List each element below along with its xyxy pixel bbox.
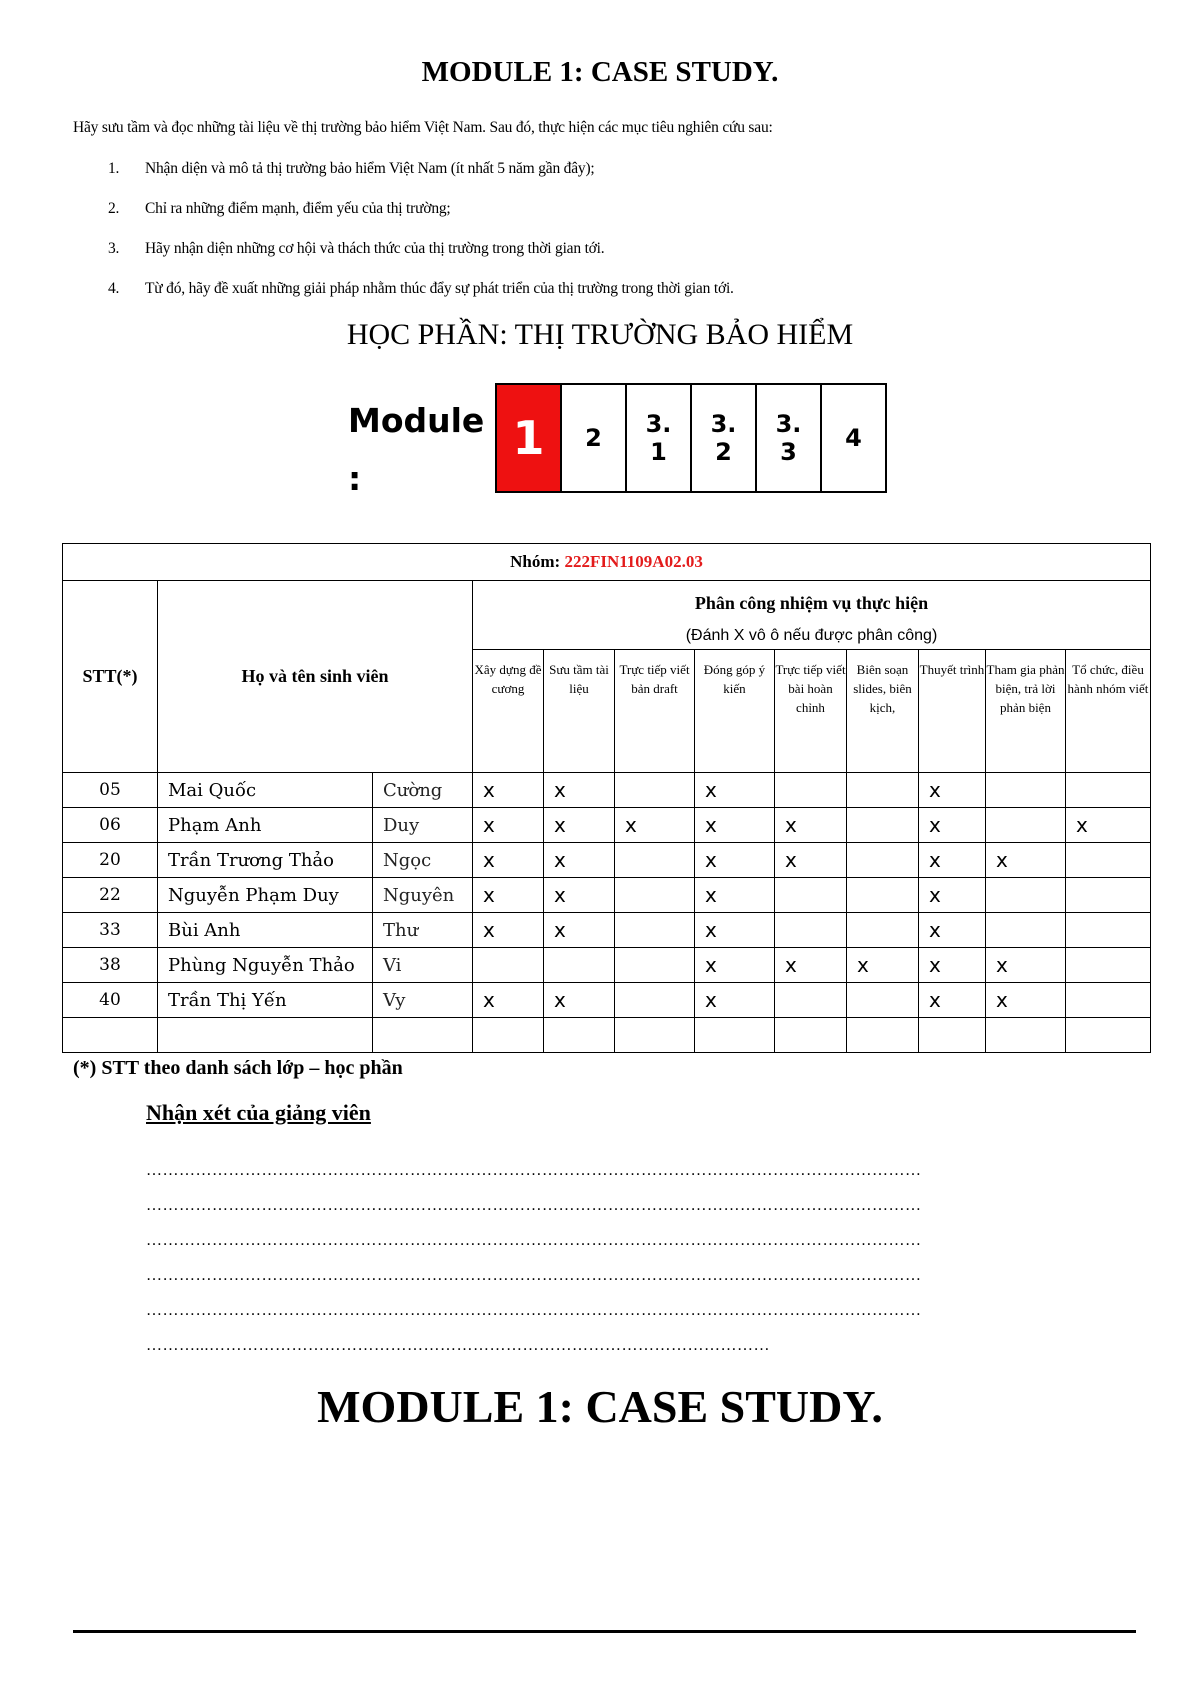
group-header [63, 544, 1151, 581]
task-cell [1066, 948, 1151, 983]
module-label-text: Module [348, 401, 485, 440]
table-row [63, 913, 1151, 948]
comment-line: …………………………………………………………………………………………………………………………… [146, 1232, 922, 1249]
name-cell: Phạm Anh [158, 808, 373, 843]
stt-cell: 33 [63, 913, 158, 948]
module-box-1: 1 [497, 385, 562, 491]
x-mark: x [705, 988, 717, 1012]
table-row [63, 773, 1151, 808]
list-text: Hãy nhận diện những cơ hội và thách thức của thị trường trong thời gian tới. [145, 240, 605, 257]
x-mark: x [785, 813, 797, 837]
task-cell [695, 1018, 775, 1053]
stt-cell: 22 [63, 878, 158, 913]
task-cell [1066, 983, 1151, 1018]
task-cell [847, 913, 919, 948]
task-cell [695, 948, 775, 983]
x-mark: x [929, 953, 941, 977]
x-mark: x [705, 813, 717, 837]
task-cell [775, 1018, 847, 1053]
task-cell [695, 843, 775, 878]
task-cell [544, 878, 615, 913]
task-header: Trực tiếp viết bản draft [615, 650, 695, 773]
task-cell [847, 773, 919, 808]
x-mark: x [705, 918, 717, 942]
x-mark: x [929, 848, 941, 872]
intro-text: Hãy sưu tầm và đọc những tài liệu về thị trường bảo hiểm Việt Nam. Sau đó, thực hiện các mục tiêu nghiên cứu sau: [73, 119, 773, 136]
task-cell [775, 808, 847, 843]
task-cell [847, 808, 919, 843]
x-mark: x [554, 848, 566, 872]
list-number: 3. [108, 240, 120, 257]
task-cell [1066, 773, 1151, 808]
table-row [63, 878, 1151, 913]
task-cell [695, 878, 775, 913]
module-label-colon: : [348, 459, 362, 498]
name-cell: Bùi Anh [158, 913, 373, 948]
name-header: Họ và tên sinh viên [158, 581, 473, 773]
task-header: Trực tiếp viết bài hoàn chỉnh [775, 650, 847, 773]
x-mark: x [554, 918, 566, 942]
name-cell: Trần Thị Yến [158, 983, 373, 1018]
group-assignment-table [62, 543, 1151, 1053]
task-cell [847, 948, 919, 983]
name-cell: Phùng Nguyễn Thảo [158, 948, 373, 983]
x-mark: x [554, 778, 566, 802]
course-title: HỌC PHẦN: THỊ TRƯỜNG BẢO HIỂM [346, 318, 854, 351]
list-text: Từ đó, hãy đề xuất những giải pháp nhằm thúc đẩy sự phát triển của thị trường trong thời gian tới. [145, 280, 734, 297]
task-cell [615, 878, 695, 913]
task-cell [919, 843, 986, 878]
task-cell [986, 913, 1066, 948]
task-cell [847, 983, 919, 1018]
x-mark: x [483, 988, 495, 1012]
task-cell [1066, 913, 1151, 948]
stt-cell: 40 [63, 983, 158, 1018]
task-cell [544, 773, 615, 808]
module-box-3-2: 3. 2 [692, 385, 757, 491]
stt-cell: 06 [63, 808, 158, 843]
comment-line: …………………………………………………………………………………………………………………………… [146, 1267, 922, 1284]
first-name-cell: Thư [373, 913, 473, 948]
assignment-title: Phân công nhiệm vụ thực hiện [694, 593, 929, 613]
task-cell [544, 1018, 615, 1053]
comment-line: ………...………………………………………………………………………………………… [146, 1337, 770, 1354]
task-cell [615, 843, 695, 878]
comment-line: …………………………………………………………………………………………………………………………… [146, 1162, 922, 1179]
assignment-instruction [473, 615, 1151, 650]
task-cell [473, 878, 544, 913]
assignment-header [473, 581, 1151, 616]
task-cell [775, 773, 847, 808]
task-cell [986, 983, 1066, 1018]
list-number: 2. [108, 200, 120, 217]
name-cell [158, 1018, 373, 1053]
stt-cell [63, 1018, 158, 1053]
x-mark: x [929, 778, 941, 802]
x-mark: x [554, 883, 566, 907]
stt-header: STT(*) [63, 581, 158, 773]
task-cell [473, 913, 544, 948]
task-cell [615, 773, 695, 808]
task-cell [544, 843, 615, 878]
x-mark: x [929, 883, 941, 907]
table-row [63, 1018, 1151, 1053]
task-cell [775, 983, 847, 1018]
x-mark: x [483, 813, 495, 837]
task-cell [615, 913, 695, 948]
task-cell [775, 843, 847, 878]
list-number: 1. [108, 160, 120, 177]
task-cell [1066, 843, 1151, 878]
task-cell [847, 878, 919, 913]
name-cell: Mai Quốc [158, 773, 373, 808]
group-label: Nhóm: [510, 552, 565, 571]
x-mark: x [705, 883, 717, 907]
first-name-cell: Duy [373, 808, 473, 843]
first-name-cell: Vy [373, 983, 473, 1018]
x-mark: x [705, 848, 717, 872]
x-mark: x [554, 988, 566, 1012]
task-cell [847, 843, 919, 878]
stt-cell: 38 [63, 948, 158, 983]
name-cell: Trần Trương Thảo [158, 843, 373, 878]
task-cell [919, 1018, 986, 1053]
task-cell [615, 1018, 695, 1053]
module-box-3-3: 3. 3 [757, 385, 822, 491]
task-cell [919, 948, 986, 983]
bottom-title: MODULE 1: CASE STUDY. [317, 1381, 883, 1432]
task-cell [695, 913, 775, 948]
table-row [63, 808, 1151, 843]
list-item [108, 240, 734, 280]
research-task-list [108, 160, 734, 320]
task-cell [986, 773, 1066, 808]
module-label [348, 392, 484, 508]
x-mark: x [785, 953, 797, 977]
task-cell [986, 1018, 1066, 1053]
table-row [63, 983, 1151, 1018]
x-mark: x [929, 988, 941, 1012]
task-cell [1066, 1018, 1151, 1053]
name-cell: Nguyễn Phạm Duy [158, 878, 373, 913]
task-cell [775, 948, 847, 983]
task-cell [473, 773, 544, 808]
x-mark: x [705, 778, 717, 802]
module-box-3-1: 3. 1 [627, 385, 692, 491]
list-item [108, 280, 734, 320]
x-mark: x [996, 848, 1008, 872]
task-cell [986, 948, 1066, 983]
task-cell [473, 948, 544, 983]
task-cell [919, 983, 986, 1018]
task-cell [919, 808, 986, 843]
list-item [108, 200, 734, 240]
comment-line: …………………………………………………………………………………………………………………………… [146, 1197, 922, 1214]
x-mark: x [705, 953, 717, 977]
document-title: MODULE 1: CASE STUDY. [421, 56, 779, 88]
first-name-cell: Ngọc [373, 843, 473, 878]
first-name-cell: Cường [373, 773, 473, 808]
task-cell [919, 773, 986, 808]
x-mark: x [483, 848, 495, 872]
task-header: Thuyết trình [919, 650, 986, 773]
table-footnote: (*) STT theo danh sách lớp – học phần [73, 1057, 403, 1079]
task-cell [615, 808, 695, 843]
x-mark: x [996, 988, 1008, 1012]
task-cell [544, 913, 615, 948]
task-cell [695, 808, 775, 843]
first-name-cell: Nguyên [373, 878, 473, 913]
task-cell [1066, 808, 1151, 843]
task-header: Xây dựng đề cương [473, 650, 544, 773]
x-mark: x [483, 778, 495, 802]
module-selector [495, 383, 887, 493]
x-mark: x [996, 953, 1008, 977]
x-mark: x [483, 883, 495, 907]
x-mark: x [483, 918, 495, 942]
task-cell [986, 878, 1066, 913]
x-mark: x [929, 918, 941, 942]
task-cell [775, 878, 847, 913]
assignment-subtitle: (Đánh X vô ô nếu được phân công) [685, 627, 938, 644]
task-cell [544, 948, 615, 983]
x-mark: x [785, 848, 797, 872]
list-text: Chỉ ra những điểm mạnh, điểm yếu của thị trường; [145, 200, 451, 217]
lecturer-comment-title: Nhận xét của giảng viên [146, 1100, 371, 1125]
comment-line: …………………………………………………………………………………………………………………………… [146, 1302, 922, 1319]
task-cell [544, 983, 615, 1018]
task-header: Sưu tầm tài liệu [544, 650, 615, 773]
x-mark: x [1076, 813, 1088, 837]
first-name-cell: Vi [373, 948, 473, 983]
task-cell [919, 878, 986, 913]
task-cell [473, 843, 544, 878]
x-mark: x [554, 813, 566, 837]
x-mark: x [625, 813, 637, 837]
task-cell [847, 1018, 919, 1053]
task-cell [615, 948, 695, 983]
first-name-cell [373, 1018, 473, 1053]
task-cell [473, 983, 544, 1018]
list-number: 4. [108, 280, 120, 297]
task-cell [473, 1018, 544, 1053]
task-cell [986, 808, 1066, 843]
list-item [108, 160, 734, 200]
task-cell [473, 808, 544, 843]
task-cell [919, 913, 986, 948]
table-row [63, 843, 1151, 878]
task-header: Đóng góp ý kiến [695, 650, 775, 773]
stt-cell: 05 [63, 773, 158, 808]
task-cell [1066, 878, 1151, 913]
stt-cell: 20 [63, 843, 158, 878]
module-box-4: 4 [845, 424, 862, 452]
task-cell [695, 773, 775, 808]
list-text: Nhận diện và mô tả thị trường bảo hiểm Việt Nam (ít nhất 5 năm gần đây); [145, 160, 595, 177]
x-mark: x [929, 813, 941, 837]
table-row [63, 948, 1151, 983]
x-mark: x [857, 953, 869, 977]
task-cell [775, 913, 847, 948]
task-cell [544, 808, 615, 843]
module-box-2: 2 [562, 385, 627, 491]
group-code: 222FIN1109A02.03 [564, 552, 703, 571]
task-cell [615, 983, 695, 1018]
task-cell [695, 983, 775, 1018]
task-header: Tổ chức, điều hành nhóm viết [1066, 650, 1151, 773]
task-cell [986, 843, 1066, 878]
task-header: Biên soạn slides, biên kịch, [847, 650, 919, 773]
bottom-divider [73, 1630, 1136, 1633]
task-header: Tham gia phản biện, trả lời phản biện [986, 650, 1066, 773]
